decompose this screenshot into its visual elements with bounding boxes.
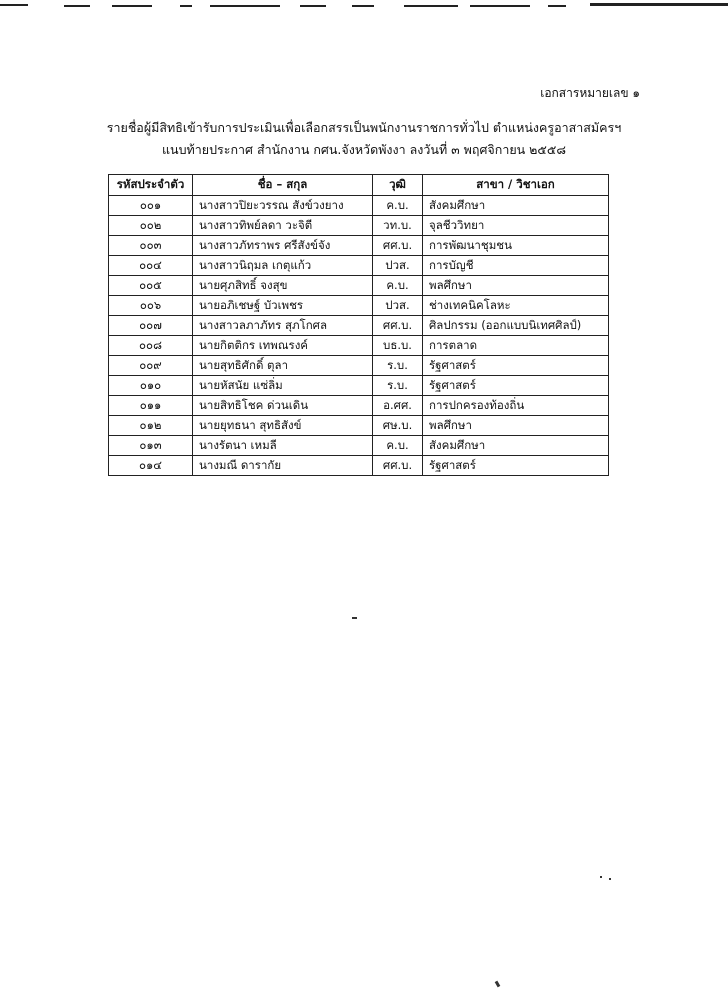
candidate-name: นายหัสนัย แซ่ลิ่ม [193,376,373,396]
candidate-name: นายศุภสิทธิ์ จงสุข [193,276,373,296]
candidate-degree: ร.บ. [373,356,423,376]
candidate-degree: ศษ.บ. [373,416,423,436]
candidate-major: รัฐศาสตร์ [423,376,609,396]
candidate-major: ศิลปกรรม (ออกแบบนิเทศศิลป์) [423,316,609,336]
candidate-major: การปกครองท้องถิ่น [423,396,609,416]
candidate-degree: อ.ศศ. [373,396,423,416]
candidate-major: สังคมศึกษา [423,196,609,216]
candidate-code: ๐๐๖ [109,296,193,316]
candidate-degree: ศศ.บ. [373,236,423,256]
table-row [109,256,609,276]
candidate-degree: ค.บ. [373,276,423,296]
candidate-name: นางสาวนิฤมล เกตุแก้ว [193,256,373,276]
candidate-name: นายกิตติกร เทพณรงค์ [193,336,373,356]
table-row [109,236,609,256]
scan-speck [609,878,611,880]
candidate-name: นางสาวปิยะวรรณ สังข์วงยาง [193,196,373,216]
header-degree: วุฒิ [373,175,423,196]
document-subtitle: แนบท้ายประกาศ สำนักงาน กศน.จังหวัดพังงา ลงวันที่ ๓ พฤศจิกายน ๒๕๕๘ [161,142,566,157]
candidate-major: จุลชีววิทยา [423,216,609,236]
document-title: รายชื่อผู้มีสิทธิเข้ารับการประเมินเพื่อเลือกสรรเป็นพนักงานราชการทั่วไป ตำแหน่งครูอาสาสมัครฯ [106,120,622,135]
candidate-major: รัฐศาสตร์ [423,356,609,376]
scan-speck [495,981,501,988]
header-code: รหัสประจำตัว [109,175,193,196]
candidate-major: พลศึกษา [423,416,609,436]
candidate-major: รัฐศาสตร์ [423,456,609,476]
candidate-name: นางมณี ดารากัย [193,456,373,476]
candidate-degree: ปวส. [373,256,423,276]
table-row [109,196,609,216]
candidate-degree: ค.บ. [373,196,423,216]
candidate-code: ๐๑๔ [109,456,193,476]
candidate-major: สังคมศึกษา [423,436,609,456]
table-row [109,356,609,376]
header-name: ชื่อ – สกุล [193,175,373,196]
candidate-name: นางรัตนา เหมลี [193,436,373,456]
candidate-name: นางสาวลภาภัทร สุภโกศล [193,316,373,336]
header-major: สาขา / วิชาเอก [423,175,609,196]
candidate-degree: ศศ.บ. [373,456,423,476]
table-row [109,396,609,416]
scan-speck [352,617,357,619]
table-row [109,216,609,236]
table-row [109,456,609,476]
candidate-code: ๐๐๘ [109,336,193,356]
candidate-major: ช่างเทคนิคโลหะ [423,296,609,316]
candidate-code: ๐๑๐ [109,376,193,396]
candidate-name: นางสาวทิพย์ลดา วะจิตี [193,216,373,236]
candidate-code: ๐๐๔ [109,256,193,276]
candidate-name: นายอภิเชษฐ์ บัวเพชร [193,296,373,316]
candidate-code: ๐๐๕ [109,276,193,296]
candidate-name: นายสิทธิโชค ด่วนเดิน [193,396,373,416]
candidate-degree: ปวส. [373,296,423,316]
candidate-code: ๐๐๓ [109,236,193,256]
candidate-name: นายยุทธนา สุทธิสังข์ [193,416,373,436]
table-header-row [109,175,609,196]
table-row [109,296,609,316]
table-row [109,376,609,396]
candidate-name: นายสุทธิศักดิ์ ตุลา [193,356,373,376]
candidate-code: ๐๑๑ [109,396,193,416]
candidate-major: การบัญชี [423,256,609,276]
candidate-degree: ศศ.บ. [373,316,423,336]
candidate-degree: บธ.บ. [373,336,423,356]
candidate-code: ๐๐๒ [109,216,193,236]
document-number: เอกสารหมายเลข ๑ [540,86,640,100]
candidate-degree: ค.บ. [373,436,423,456]
table-row [109,336,609,356]
candidate-name: นางสาวภัทราพร ศรีสังข์จัง [193,236,373,256]
candidate-code: ๐๐๙ [109,356,193,376]
candidate-degree: วท.บ. [373,216,423,236]
candidate-major: การพัฒนาชุมชน [423,236,609,256]
candidate-major: พลศึกษา [423,276,609,296]
candidate-major: การตลาด [423,336,609,356]
candidate-table [108,174,609,476]
table-row [109,316,609,336]
candidate-code: ๐๐๑ [109,196,193,216]
scan-edge [0,0,728,10]
candidate-code: ๐๑๓ [109,436,193,456]
candidate-code: ๐๑๒ [109,416,193,436]
scan-speck [600,876,602,878]
candidate-degree: ร.บ. [373,376,423,396]
candidate-code: ๐๐๗ [109,316,193,336]
table-row [109,416,609,436]
table-row [109,436,609,456]
table-row [109,276,609,296]
